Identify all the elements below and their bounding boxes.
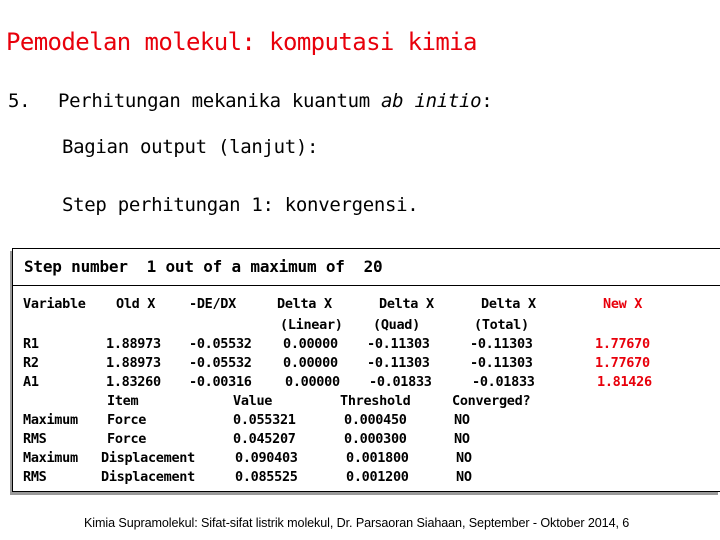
row-a1-delta-quad: -0.01833 <box>369 374 432 390</box>
point-5 <box>8 90 492 112</box>
point-text-colon: : <box>481 90 493 112</box>
col-delta-total-sub: (Total) <box>474 317 529 333</box>
panel-header <box>13 249 720 286</box>
conv-row-3-item: Displacement <box>101 450 195 466</box>
conv-header-item: Item <box>107 393 139 409</box>
row-a1-old-x: 1.83260 <box>106 374 161 390</box>
col-delta-quad: Delta X <box>379 296 434 312</box>
conv-row-2-value: 0.045207 <box>233 431 296 447</box>
row-a1-de-dx: -0.00316 <box>189 374 252 390</box>
conv-row-2-item: Force <box>107 431 147 447</box>
row-r2-old-x: 1.88973 <box>106 355 161 371</box>
conv-row-4-item: Displacement <box>101 469 195 485</box>
point-text-italic: ab initio <box>381 90 482 112</box>
conv-row-2-prefix: RMS <box>23 431 47 447</box>
row-r1-de-dx: -0.05532 <box>189 336 252 352</box>
slide-title: Pemodelan molekul: komputasi kimia <box>6 28 477 56</box>
conv-row-1-value: 0.055321 <box>233 412 296 428</box>
step-number-text: Step number 1 out of a maximum of 20 <box>24 257 383 276</box>
row-r2-new-x: 1.77670 <box>595 355 650 371</box>
row-r2-delta-linear: 0.00000 <box>283 355 338 371</box>
row-a1-delta-linear: 0.00000 <box>285 374 340 390</box>
col-delta-linear: Delta X <box>277 296 332 312</box>
point-text: Perhitungan mekanika kuantum <box>58 90 382 112</box>
col-de-dx: -DE/DX <box>189 296 236 312</box>
row-r1-delta-linear: 0.00000 <box>283 336 338 352</box>
col-variable: Variable <box>23 296 86 312</box>
row-r2-de-dx: -0.05532 <box>189 355 252 371</box>
output-panel <box>12 248 720 492</box>
row-r1-variable: R1 <box>23 336 39 352</box>
conv-row-3-prefix: Maximum <box>23 450 78 466</box>
row-r2-delta-quad: -0.11303 <box>367 355 430 371</box>
col-new-x: New X <box>603 296 643 312</box>
row-r1-old-x: 1.88973 <box>106 336 161 352</box>
col-delta-quad-sub: (Quad) <box>373 317 420 333</box>
row-r1-delta-total: -0.11303 <box>470 336 533 352</box>
conv-header-value: Value <box>233 393 273 409</box>
conv-row-2-threshold: 0.000300 <box>344 431 407 447</box>
slide-footer: Kimia Supramolekul: Sifat-sifat listrik molekul, Dr. Parsaoran Siahaan, September - Oktober 2014, 6 <box>84 516 630 530</box>
subpoint-step: Step perhitungan 1: konvergensi. <box>62 194 419 216</box>
conv-header-converged: Converged? <box>452 393 531 409</box>
row-a1-delta-total: -0.01833 <box>472 374 535 390</box>
conv-row-1-converged: NO <box>454 412 470 428</box>
row-a1-variable: A1 <box>23 374 39 390</box>
conv-row-3-threshold: 0.001800 <box>346 450 409 466</box>
conv-row-4-converged: NO <box>456 469 472 485</box>
conv-row-2-converged: NO <box>454 431 470 447</box>
row-r1-delta-quad: -0.11303 <box>367 336 430 352</box>
conv-row-4-threshold: 0.001200 <box>346 469 409 485</box>
subpoint-output: Bagian output (lanjut): <box>62 136 319 158</box>
conv-row-1-prefix: Maximum <box>23 412 78 428</box>
row-r2-variable: R2 <box>23 355 39 371</box>
row-r2-delta-total: -0.11303 <box>470 355 533 371</box>
col-delta-total: Delta X <box>481 296 536 312</box>
col-old-x: Old X <box>116 296 156 312</box>
row-r1-new-x: 1.77670 <box>595 336 650 352</box>
conv-header-threshold: Threshold <box>340 393 411 409</box>
conv-row-3-converged: NO <box>456 450 472 466</box>
conv-row-3-value: 0.090403 <box>235 450 298 466</box>
conv-row-1-item: Force <box>107 412 147 428</box>
conv-row-4-value: 0.085525 <box>235 469 298 485</box>
conv-row-1-threshold: 0.000450 <box>344 412 407 428</box>
row-a1-new-x: 1.81426 <box>597 374 652 390</box>
point-number: 5. <box>8 90 31 112</box>
conv-row-4-prefix: RMS <box>23 469 47 485</box>
col-delta-linear-sub: (Linear) <box>280 317 343 333</box>
